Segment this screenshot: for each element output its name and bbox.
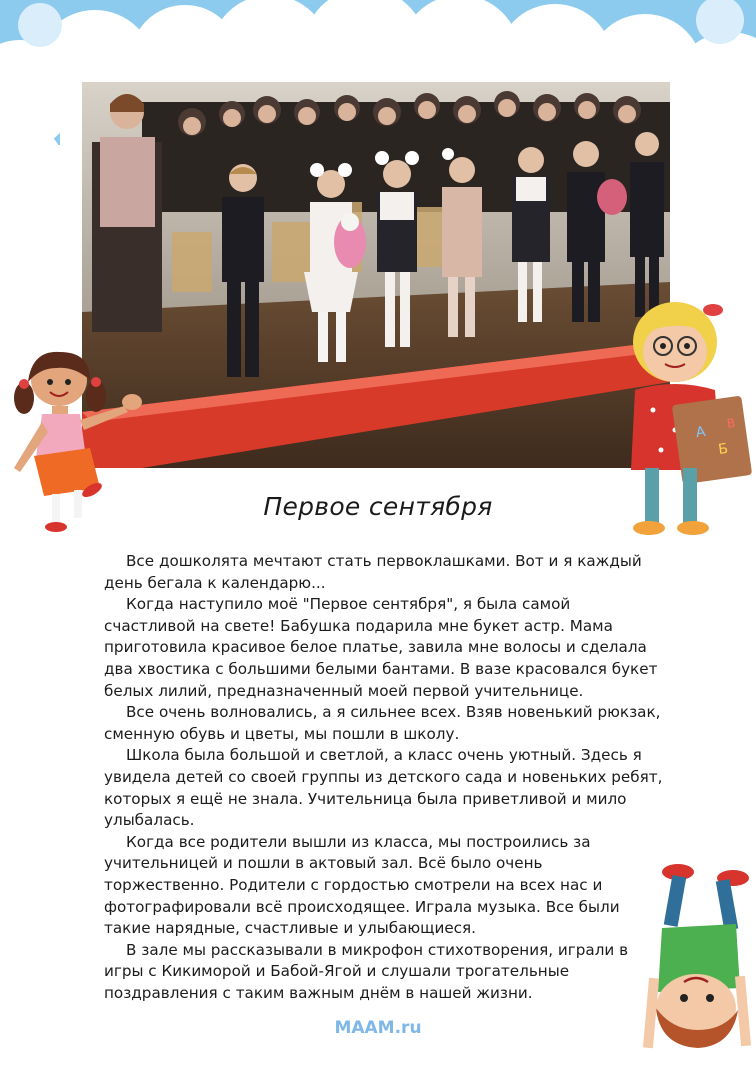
photo-scene <box>82 82 670 468</box>
school-assembly-photo <box>82 82 670 468</box>
story-paragraph: Все очень волновались, а я сильнее всех. Взяв новенький рюкзак, сменную обувь и цветы, мы пошли в школу. <box>104 703 661 743</box>
story-paragraph: Все дошколята мечтают стать первоклашками. Вот и я каждый день бегала к календарю... <box>104 552 642 592</box>
svg-text:Б: Б <box>717 440 730 459</box>
svg-text:В: В <box>725 415 737 431</box>
svg-text:А: А <box>694 423 707 442</box>
story-paragraph: Когда все родители вышли из класса, мы построились за учительницей и пошли в актовый зал. Всё было очень торжественно. Родители с гордостью смотрели на всех нас и фотографировали всё происходящее. Играла музыка. Все были такие нарядные, счастливые и улыбающиеся. <box>104 832 620 938</box>
story-paragraph: Школа была большой и светлой, а класс очень уютный. Здесь я увидела детей со своей группы из детского сада и новеньких ребят, которых я ещё не знала. Учительница была приветливой и мило улыбалась. <box>104 746 663 830</box>
story-paragraph: В зале мы рассказывали в микрофон стихотворения, играли в игры с Кикиморой и Бабой-Ягой и слушали трогательные поздравления с таким важным днём в нашей жизни. <box>104 940 629 1002</box>
story-text <box>104 551 664 1004</box>
story-title: Первое сентября <box>263 492 493 521</box>
story-paragraph: Когда наступило моё "Первое сентября", я была самой счастливой на свете! Бабушка подарила мне букет астр. Мама приготовила красивое белое платье, завила мне волосы и сделала два хвостика с большими белыми бантами. В вазе красовался букет белых лилий, предназначенный моей первой учительнице. <box>104 595 658 700</box>
site-watermark: MAAM.ru <box>334 1018 422 1038</box>
